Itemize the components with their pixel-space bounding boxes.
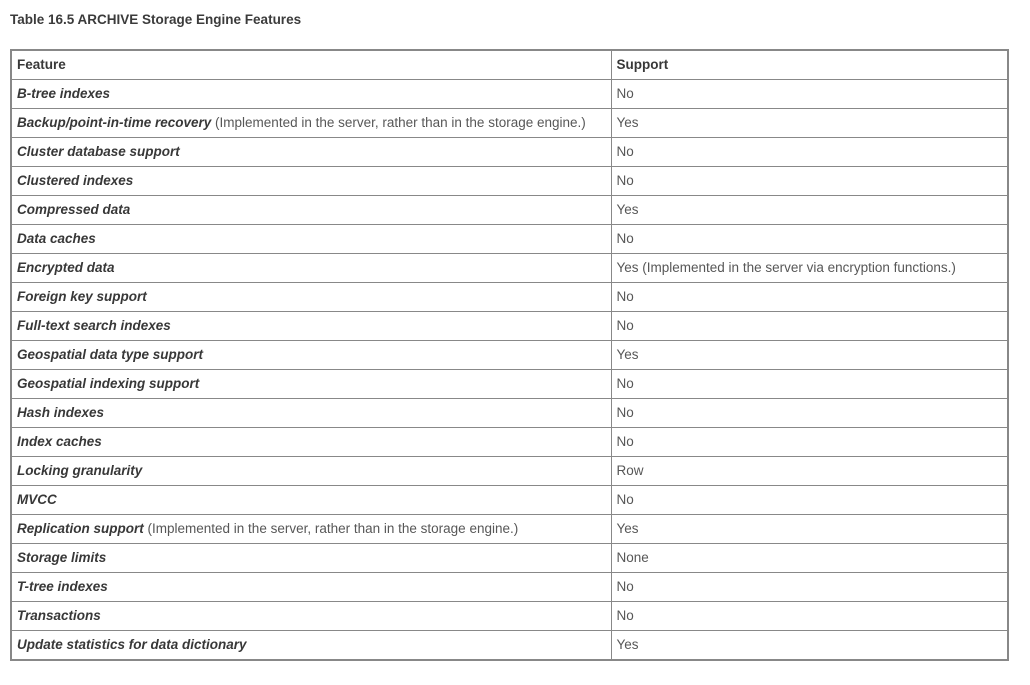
table-row — [11, 254, 1008, 283]
table-header-row — [11, 50, 1008, 80]
feature-cell — [11, 515, 611, 544]
support-cell: No — [611, 602, 1008, 631]
feature-name: Compressed data — [17, 202, 131, 217]
table-row — [11, 167, 1008, 196]
feature-name: Storage limits — [17, 550, 107, 565]
table-row — [11, 602, 1008, 631]
feature-name: Index caches — [17, 434, 102, 449]
feature-cell — [11, 167, 611, 196]
feature-cell — [11, 80, 611, 109]
feature-name: Data caches — [17, 231, 96, 246]
table-row — [11, 283, 1008, 312]
table-row — [11, 196, 1008, 225]
support-cell: No — [611, 80, 1008, 109]
feature-cell — [11, 109, 611, 138]
table-row — [11, 341, 1008, 370]
feature-table-body — [11, 80, 1008, 661]
table-row — [11, 80, 1008, 109]
feature-note: (Implemented in the server, rather than in the storage engine.) — [143, 521, 519, 536]
feature-cell — [11, 457, 611, 486]
table-row — [11, 312, 1008, 341]
table-row — [11, 486, 1008, 515]
support-cell: Yes — [611, 341, 1008, 370]
table-row — [11, 370, 1008, 399]
table-row — [11, 225, 1008, 254]
feature-name: Locking granularity — [17, 463, 143, 478]
feature-note: (Implemented in the server, rather than in the storage engine.) — [211, 115, 586, 130]
feature-cell — [11, 399, 611, 428]
table-row — [11, 457, 1008, 486]
table-row — [11, 109, 1008, 138]
feature-name: MVCC — [17, 492, 57, 507]
feature-cell — [11, 283, 611, 312]
feature-name: Geospatial indexing support — [17, 376, 200, 391]
feature-cell — [11, 602, 611, 631]
table-row — [11, 515, 1008, 544]
support-cell: No — [611, 573, 1008, 602]
feature-cell — [11, 428, 611, 457]
feature-name: Transactions — [17, 608, 101, 623]
table-row — [11, 428, 1008, 457]
feature-name: Cluster database support — [17, 144, 180, 159]
support-cell: Yes — [611, 196, 1008, 225]
feature-name: Full-text search indexes — [17, 318, 171, 333]
support-cell: No — [611, 370, 1008, 399]
table-row — [11, 544, 1008, 573]
feature-cell — [11, 544, 611, 573]
feature-name: Update statistics for data dictionary — [17, 637, 247, 652]
support-cell: No — [611, 225, 1008, 254]
support-cell: No — [611, 283, 1008, 312]
feature-cell — [11, 573, 611, 602]
table-row — [11, 631, 1008, 661]
column-header-feature: Feature — [11, 50, 611, 80]
column-header-support: Support — [611, 50, 1008, 80]
support-cell: No — [611, 486, 1008, 515]
page — [0, 11, 1030, 685]
feature-cell — [11, 312, 611, 341]
table-row — [11, 138, 1008, 167]
feature-name: Replication support — [17, 521, 144, 536]
support-cell: Yes — [611, 109, 1008, 138]
feature-name: Hash indexes — [17, 405, 105, 420]
feature-cell — [11, 631, 611, 661]
support-cell: Yes (Implemented in the server via encryption functions.) — [611, 254, 1008, 283]
feature-cell — [11, 138, 611, 167]
feature-name: T-tree indexes — [17, 579, 108, 594]
feature-name: Clustered indexes — [17, 173, 134, 188]
support-cell: No — [611, 428, 1008, 457]
page-title: Table 16.5 ARCHIVE Storage Engine Features — [10, 12, 302, 27]
support-cell: Yes — [611, 515, 1008, 544]
table-row — [11, 399, 1008, 428]
feature-name: Geospatial data type support — [17, 347, 204, 362]
support-cell: No — [611, 312, 1008, 341]
support-cell: No — [611, 167, 1008, 196]
support-cell: No — [611, 399, 1008, 428]
feature-cell — [11, 370, 611, 399]
feature-name: Foreign key support — [17, 289, 147, 304]
feature-name: B-tree indexes — [17, 86, 111, 101]
feature-cell — [11, 341, 611, 370]
feature-name: Encrypted data — [17, 260, 115, 275]
table-row — [11, 573, 1008, 602]
feature-cell — [11, 196, 611, 225]
feature-name: Backup/point-in-time recovery — [17, 115, 212, 130]
support-cell: Yes — [611, 631, 1008, 661]
support-cell: None — [611, 544, 1008, 573]
support-cell: No — [611, 138, 1008, 167]
feature-cell — [11, 225, 611, 254]
feature-table — [10, 49, 1009, 661]
feature-cell — [11, 486, 611, 515]
feature-cell — [11, 254, 611, 283]
support-cell: Row — [611, 457, 1008, 486]
